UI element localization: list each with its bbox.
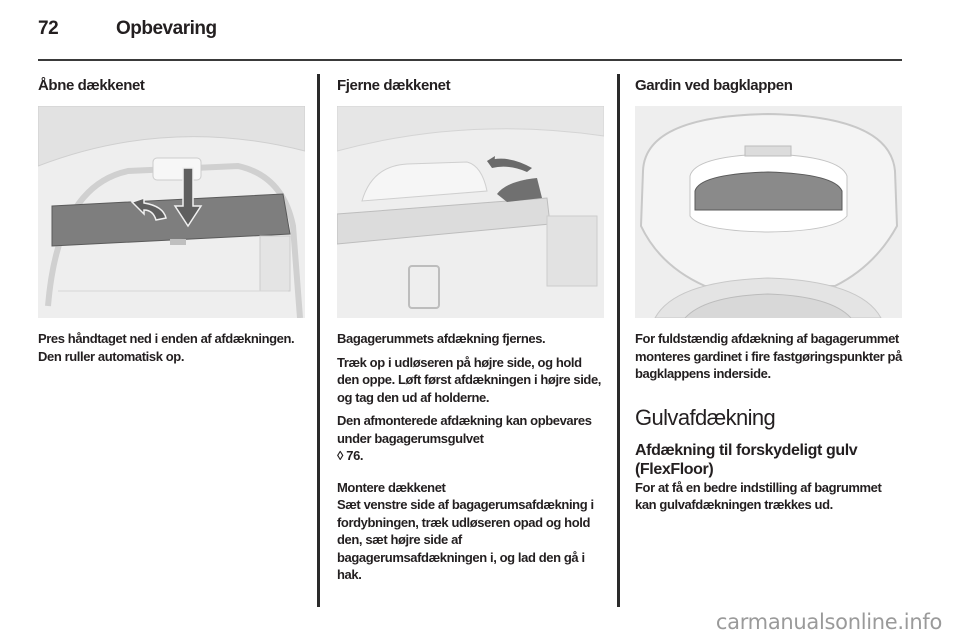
subsection-install-cover: [337, 479, 605, 584]
heading-tailgate-curtain: Gardin ved bagklappen: [635, 77, 793, 94]
figure-cargo-cover-remove: [337, 106, 604, 318]
column-divider-1: [317, 74, 320, 607]
paragraph-flexfloor: For at få en bedre indstilling af bagrummet kan gulvafdækningen trækkes ud.: [635, 479, 882, 512]
paragraph-remove-storage: [337, 412, 605, 465]
storage-text: Den afmonterede afdækning kan opbevares under bagagerumsgulvet: [337, 413, 592, 446]
column-divider-2: [617, 74, 620, 607]
paragraph-remove-steps: Træk op i udløseren på højre side, og hold den oppe. Løft først afdækningen i højre side, og tag den ud af holderne.: [337, 354, 602, 405]
column-open-cover: [38, 76, 306, 371]
illustration-cargo-cover-open-icon: [38, 106, 305, 318]
illustration-tailgate-curtain-icon: [635, 106, 902, 318]
column-tailgate-curtain: [635, 76, 903, 520]
reference-arrow-icon: ◊: [337, 448, 344, 463]
section-title: Opbevaring: [116, 18, 217, 39]
reference-page: 76.: [346, 448, 364, 463]
paragraph-tailgate-curtain: For fuldstændig afdækning af bagagerummet monteres gardinet i fire fastgøringspunkter på bagklappens inderside.: [635, 331, 902, 381]
heading-remove-cover: Fjerne dækkenet: [337, 77, 451, 94]
subsection-text-install: Sæt venstre side af bagagerumsafdækning i fordybningen, træk udløseren opad og hold den, sæt højre side af bagagerumsafdækningen i, og lad den gå i hak.: [337, 497, 594, 582]
paragraph-remove-intro: Bagagerummets afdækning fjernes.: [337, 331, 546, 346]
header-rule: [38, 59, 902, 61]
heading-floor-cover: Gulvafdækning: [635, 404, 776, 430]
subsection-title-install: Montere dækkenet: [337, 479, 446, 495]
cross-reference-link[interactable]: [337, 448, 363, 463]
column-remove-cover: [337, 76, 605, 590]
figure-tailgate-curtain: [635, 106, 902, 318]
page-number: 72: [38, 18, 59, 39]
paragraph-open-cover: Pres håndtaget ned i enden af afdækningen. Den ruller automatisk op.: [38, 331, 295, 364]
subheading-flexfloor: Afdækning til forskydeligt gulv (FlexFloor): [635, 441, 858, 478]
figure-cargo-cover-open: [38, 106, 305, 318]
heading-open-cover: Åbne dækkenet: [38, 77, 145, 94]
watermark: carmanualsonline.info: [715, 610, 942, 634]
illustration-cargo-cover-remove-icon: [337, 106, 604, 318]
